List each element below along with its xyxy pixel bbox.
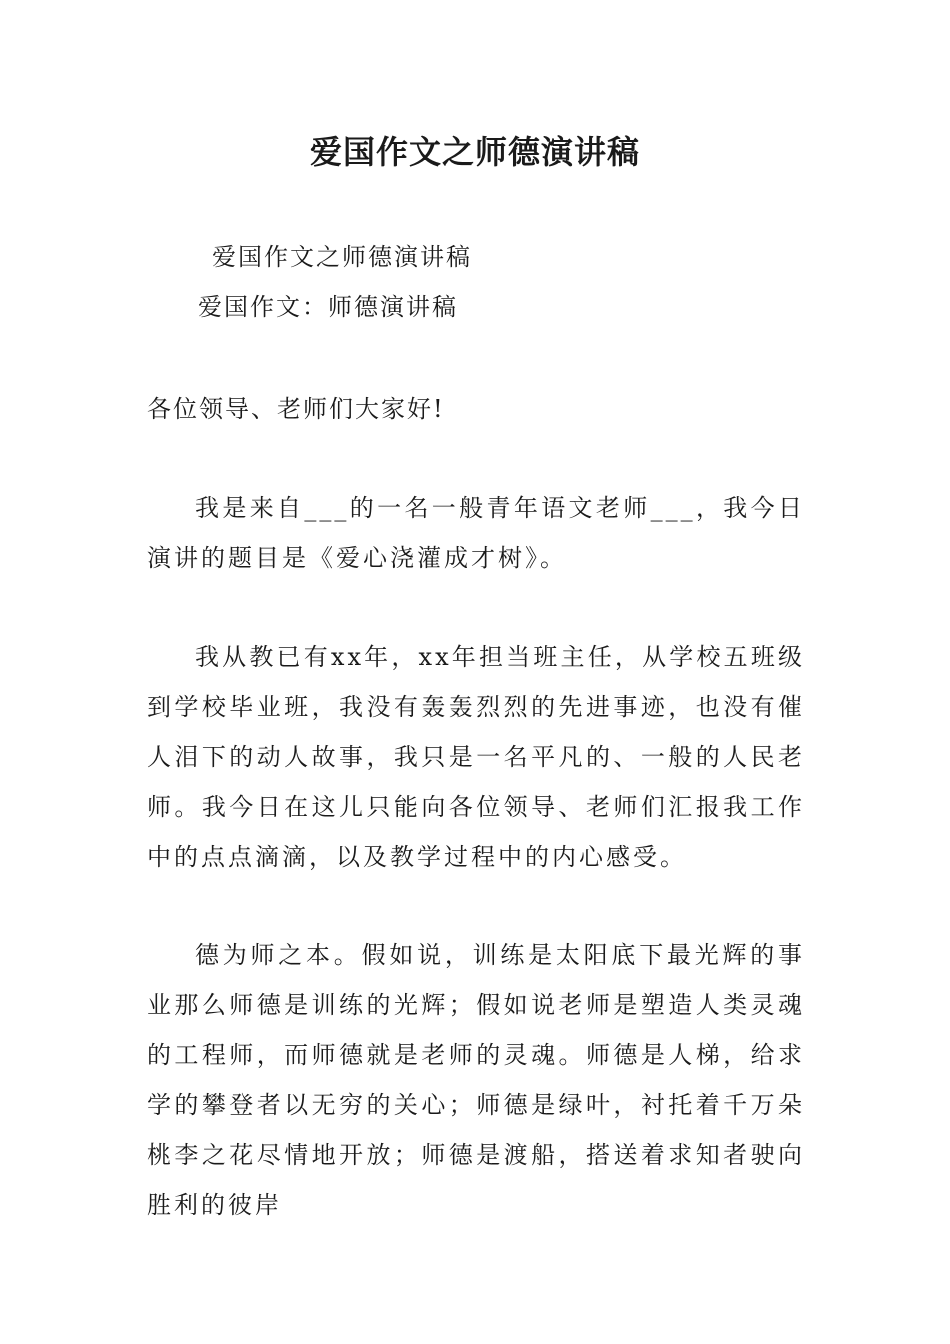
subtitle-line-1: 爱国作文之师德演讲稿 [212, 243, 472, 271]
subtitle-line-2: 爱国作文：师德演讲稿 [198, 293, 458, 321]
paragraph-teacher-ethics: 德为师之本。假如说，训练是太阳底下最光辉的事业那么师德是训练的光辉；假如说老师是塑造人类灵魂的工程师，而师德就是老师的灵魂。师德是人梯，给求学的攀登者以无穷的关心；师德是绿叶，衬托着千万朵桃李之花尽情地开放；师德是渡船，搭送着求知者驶向胜利的彼岸 [147, 941, 805, 1219]
greeting: 各位领导、老师们大家好! [147, 395, 445, 423]
paragraph-experience: 我从教已有xx年，xx年担当班主任，从学校五班级到学校毕业班，我没有轰轰烈烈的先进事迹，也没有催人泪下的动人故事，我只是一名平凡的、一般的人民老师。我今日在这儿只能向各位领导、老师们汇报我工作中的点点滴滴，以及教学过程中的内心感受。 [147, 643, 805, 871]
page-title: 爱国作文之师德演讲稿 [309, 133, 640, 171]
paragraph-intro: 我是来自___的一名一般青年语文老师___，我今日演讲的题目是《爱心浇灌成才树》。 [147, 494, 805, 572]
